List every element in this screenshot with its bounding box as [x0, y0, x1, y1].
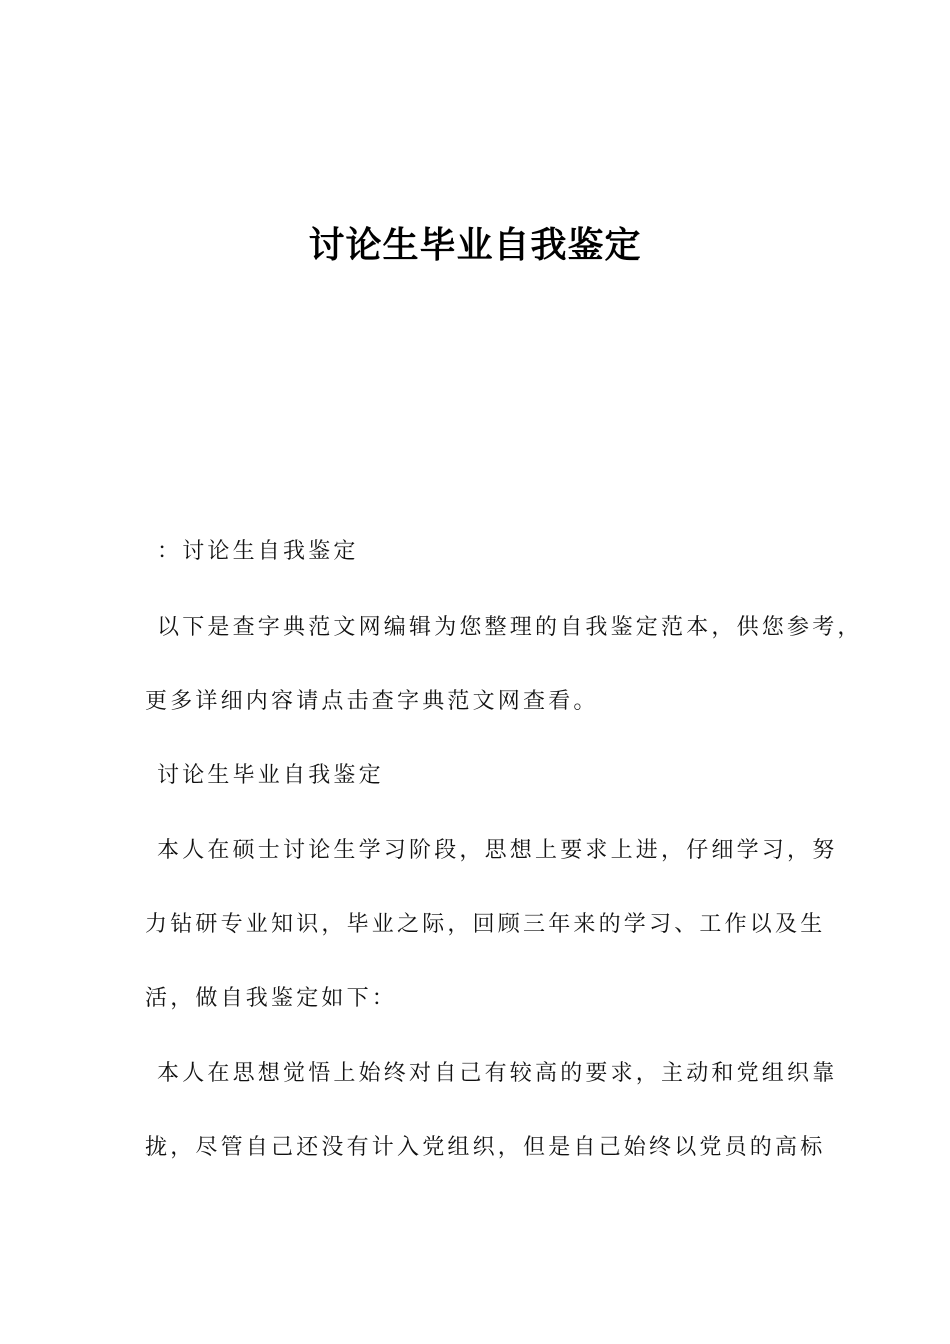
body-line-para2-2: 拢，尽管自己还没有计入党组织，但是自己始终以党员的高标 [145, 1135, 826, 1160]
body-line-intro-1: 以下是查字典范文网编辑为您整理的自我鉴定范本，供您参考， [157, 615, 863, 640]
document-title: 讨论生毕业自我鉴定 [308, 225, 642, 266]
body-line-subtitle: ：讨论生自我鉴定 [157, 539, 359, 564]
body-line-para1-1: 本人在硕士讨论生学习阶段，思想上要求上进，仔细学习，努 [157, 838, 838, 863]
body-line-para1-2: 力钻研专业知识，毕业之际，回顾三年来的学习、工作以及生 [145, 912, 826, 937]
body-line-para2-1: 本人在思想觉悟上始终对自己有较高的要求，主动和党组织靠 [157, 1061, 838, 1086]
body-line-para1-3: 活，做自我鉴定如下： [145, 986, 398, 1011]
body-line-heading: 讨论生毕业自我鉴定 [157, 763, 384, 788]
body-line-intro-2: 更多详细内容请点击查字典范文网查看。 [145, 689, 599, 714]
